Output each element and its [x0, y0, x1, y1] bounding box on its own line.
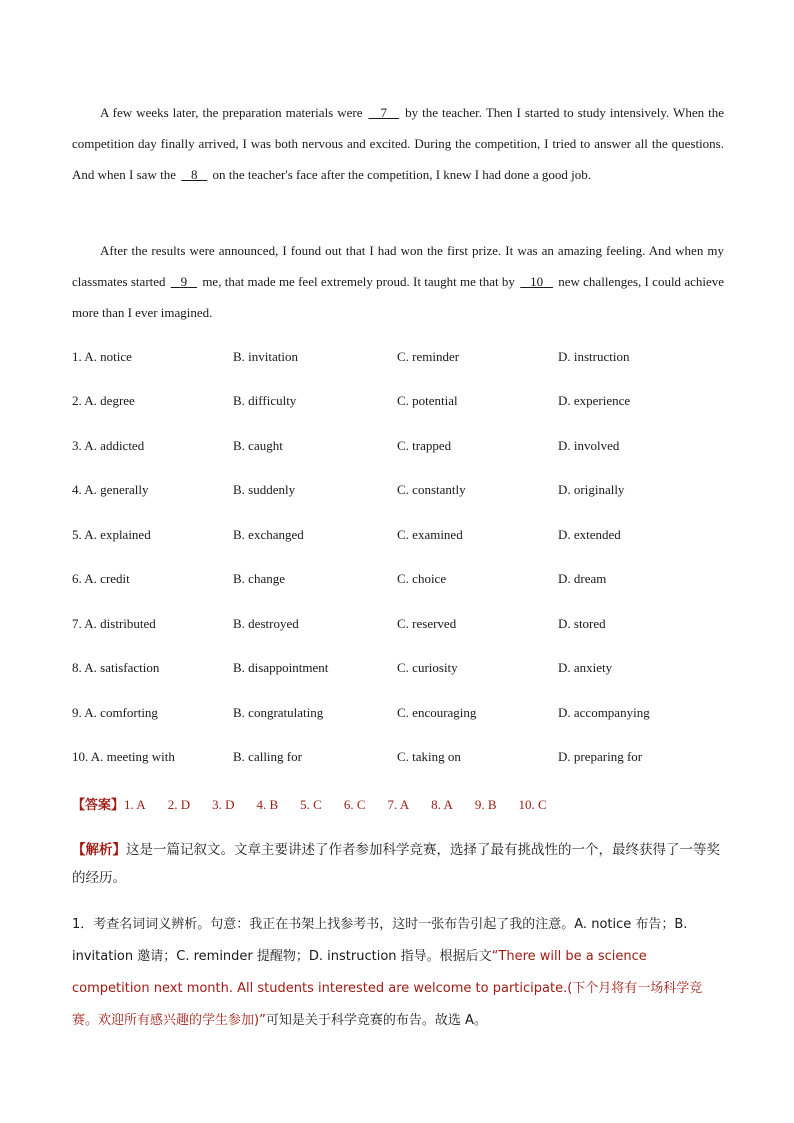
- option-row: 9. A. comforting B. congratulating C. encouraging D. accompanying: [72, 705, 650, 720]
- passage-paragraph-1: A few weeks later, the preparation materials were 7 by the teacher. Then I started to study intensively. When the competition day finally arrived, I was both nervous and excited. During the competition, I tried to answer all the questions. And when I saw the 8 on the teacher's face after the competition, I knew I had done a good job.: [72, 105, 724, 182]
- analysis-section: [72, 836, 724, 892]
- option-row: 8. A. satisfaction B. disappointment C. curiosity D. anxiety: [72, 660, 613, 675]
- quoted-context: “There will be a science competition next month. All students interested are welcome to participate.(下个月将有一场科学竞赛。欢迎所有感兴趣的学生参加)”: [72, 949, 703, 1028]
- option-row: 3. A. addicted B. caught C. trapped D. involved: [72, 438, 620, 453]
- option-row: 1. A. notice B. invitation C. reminder D. instruction: [72, 349, 630, 364]
- option-row: 10. A. meeting with B. calling for C. taking on D. preparing for: [72, 749, 643, 764]
- blank-9: 9: [180, 274, 188, 289]
- passage-paragraph-2: After the results were announced, I found out that I had won the first prize. It was an amazing feeling. And when my classmates started 9 me, that made me feel extremely proud. It taught me that by 10 new challenges, I could achieve more than I ever imagined.: [72, 243, 725, 320]
- option-row: 6. A. credit B. change C. choice D. dream: [72, 571, 607, 586]
- blank-8: 8: [190, 167, 198, 182]
- question-1-explanation: 1．考查名词词义辨析。句意：我正在书架上找参考书，这时一张布告引起了我的注意。A. notice 布告；B. invitation 邀请；C. reminder 提醒物；D. instruction 指导。根据后文“There will be a science competition next month. All students interested are welcome to participate.(下个月将有一场科学竞赛。欢迎所有感兴趣的学生参加)”可知是关于科学竞赛的布告。故选 A。: [72, 917, 703, 1028]
- analysis-label: 【解析】: [72, 842, 126, 858]
- blank-10: 10: [530, 274, 544, 289]
- analysis-text: 这是一篇记叙文。文章主要讲述了作者参加科学竞赛，选择了最有挑战性的一个，最终获得了一等奖的经历。: [72, 842, 720, 886]
- option-row: 4. A. generally B. suddenly C. constantly D. originally: [72, 482, 625, 497]
- option-row: 7. A. distributed B. destroyed C. reserved D. stored: [72, 616, 606, 631]
- answer-label: 【答案】: [72, 798, 125, 813]
- blank-7: 7: [380, 105, 388, 120]
- option-row: 2. A. degree B. difficulty C. potential D. experience: [72, 393, 631, 408]
- answer-key: 【答案】1. A 2. D 3. D 4. B 5. C 6. C 7. A 8. A 9. B 10. C: [72, 797, 547, 813]
- option-row: 5. A. explained B. exchanged C. examined D. extended: [72, 527, 621, 542]
